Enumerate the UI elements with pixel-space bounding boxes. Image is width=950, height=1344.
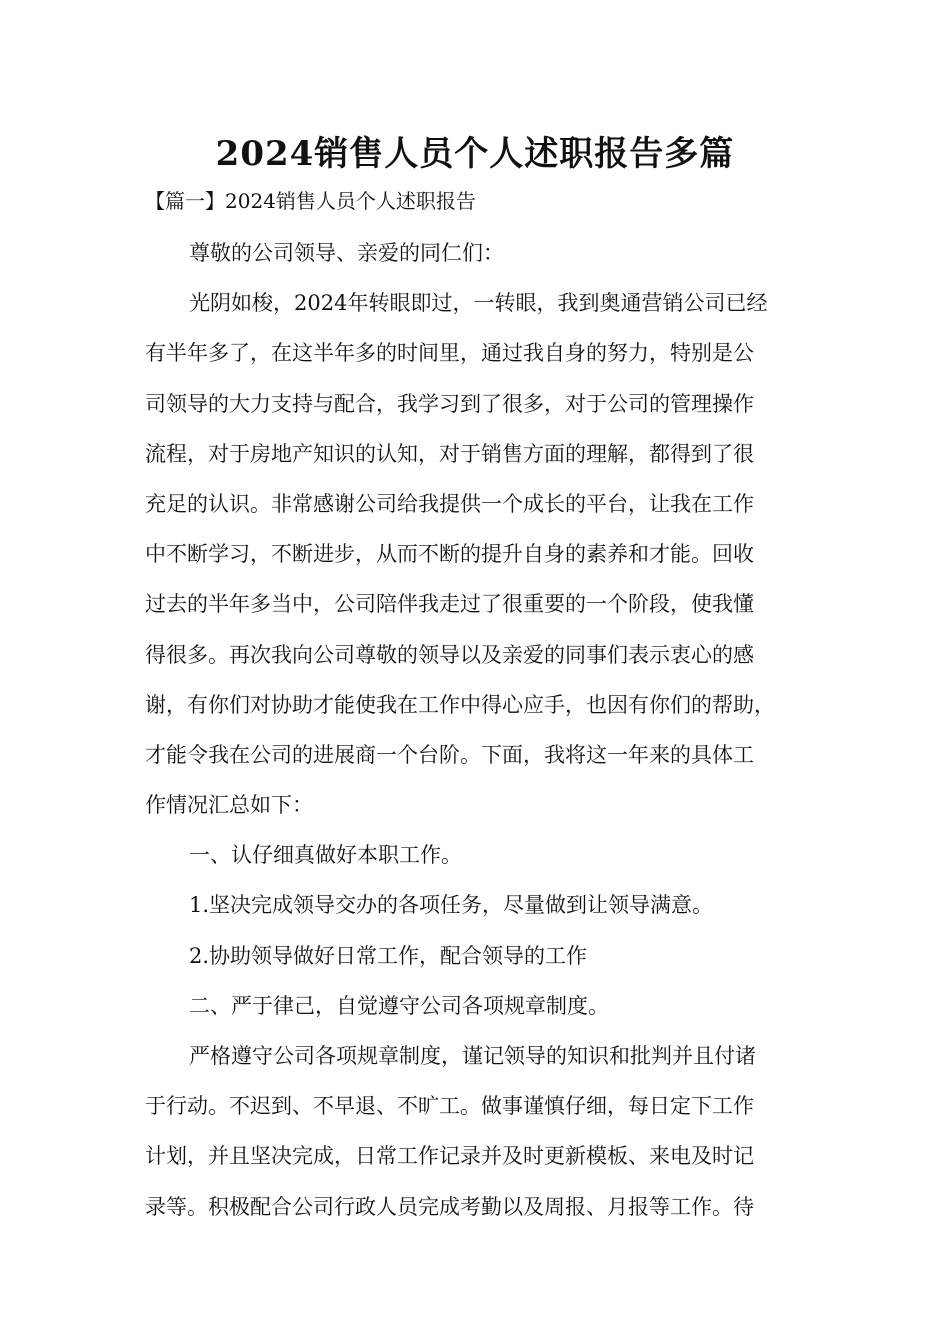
document-body xyxy=(145,228,809,1232)
body-line: 过去的半年多当中，公司陪伴我走过了很重要的一个阶段，使我懂 xyxy=(145,592,754,617)
body-line: 才能令我在公司的进展商一个台阶。下面，我将这一年来的具体工 xyxy=(145,742,754,767)
body-line: 录等。积极配合公司行政人员完成考勤以及周报、月报等工作。待 xyxy=(145,1194,754,1219)
body-line: 二、严于律己，自觉遵守公司各项规章制度。 xyxy=(189,993,609,1018)
body-line: 一、认仔细真做好本职工作。 xyxy=(189,843,462,868)
document-title: 2024销售人员个人述职报告多篇 xyxy=(215,134,735,174)
body-line: 作情况汇总如下： xyxy=(145,793,313,818)
body-line: 2.协助领导做好日常工作，配合领导的工作 xyxy=(189,943,588,968)
body-line: 有半年多了，在这半年多的时间里，通过我自身的努力，特别是公 xyxy=(145,341,754,366)
body-line: 得很多。再次我向公司尊敬的领导以及亲爱的同事们表示衷心的感 xyxy=(145,642,754,667)
body-line: 流程，对于房地产知识的认知，对于销售方面的理解，都得到了很 xyxy=(145,441,754,466)
body-line: 充足的认识。非常感谢公司给我提供一个成长的平台，让我在工作 xyxy=(145,491,754,516)
body-line: 尊敬的公司领导、亲爱的同仁们： xyxy=(189,241,504,265)
body-line: 谢，有你们对协助才能使我在工作中得心应手，也因有你们的帮助， xyxy=(145,692,775,717)
body-line: 中不断学习，不断进步，从而不断的提升自身的素养和才能。回收 xyxy=(145,542,754,567)
body-line: 1.坚决完成领导交办的各项任务，尽量做到让领导满意。 xyxy=(189,893,714,918)
section-heading: 【篇一】2024销售人员个人述职报告 xyxy=(145,189,476,213)
body-line: 计划，并且坚决完成，日常工作记录并及时更新模板、来电及时记 xyxy=(145,1144,754,1169)
body-line: 于行动。不迟到、不早退、不旷工。做事谨慎仔细，每日定下工作 xyxy=(145,1094,754,1119)
body-line: 严格遵守公司各项规章制度，谨记领导的知识和批判并且付诸 xyxy=(189,1044,756,1068)
body-line: 光阴如梭，2024年转眼即过，一转眼，我到奥通营销公司已经 xyxy=(189,291,768,316)
body-line: 司领导的大力支持与配合，我学习到了很多，对于公司的管理操作 xyxy=(145,391,754,416)
